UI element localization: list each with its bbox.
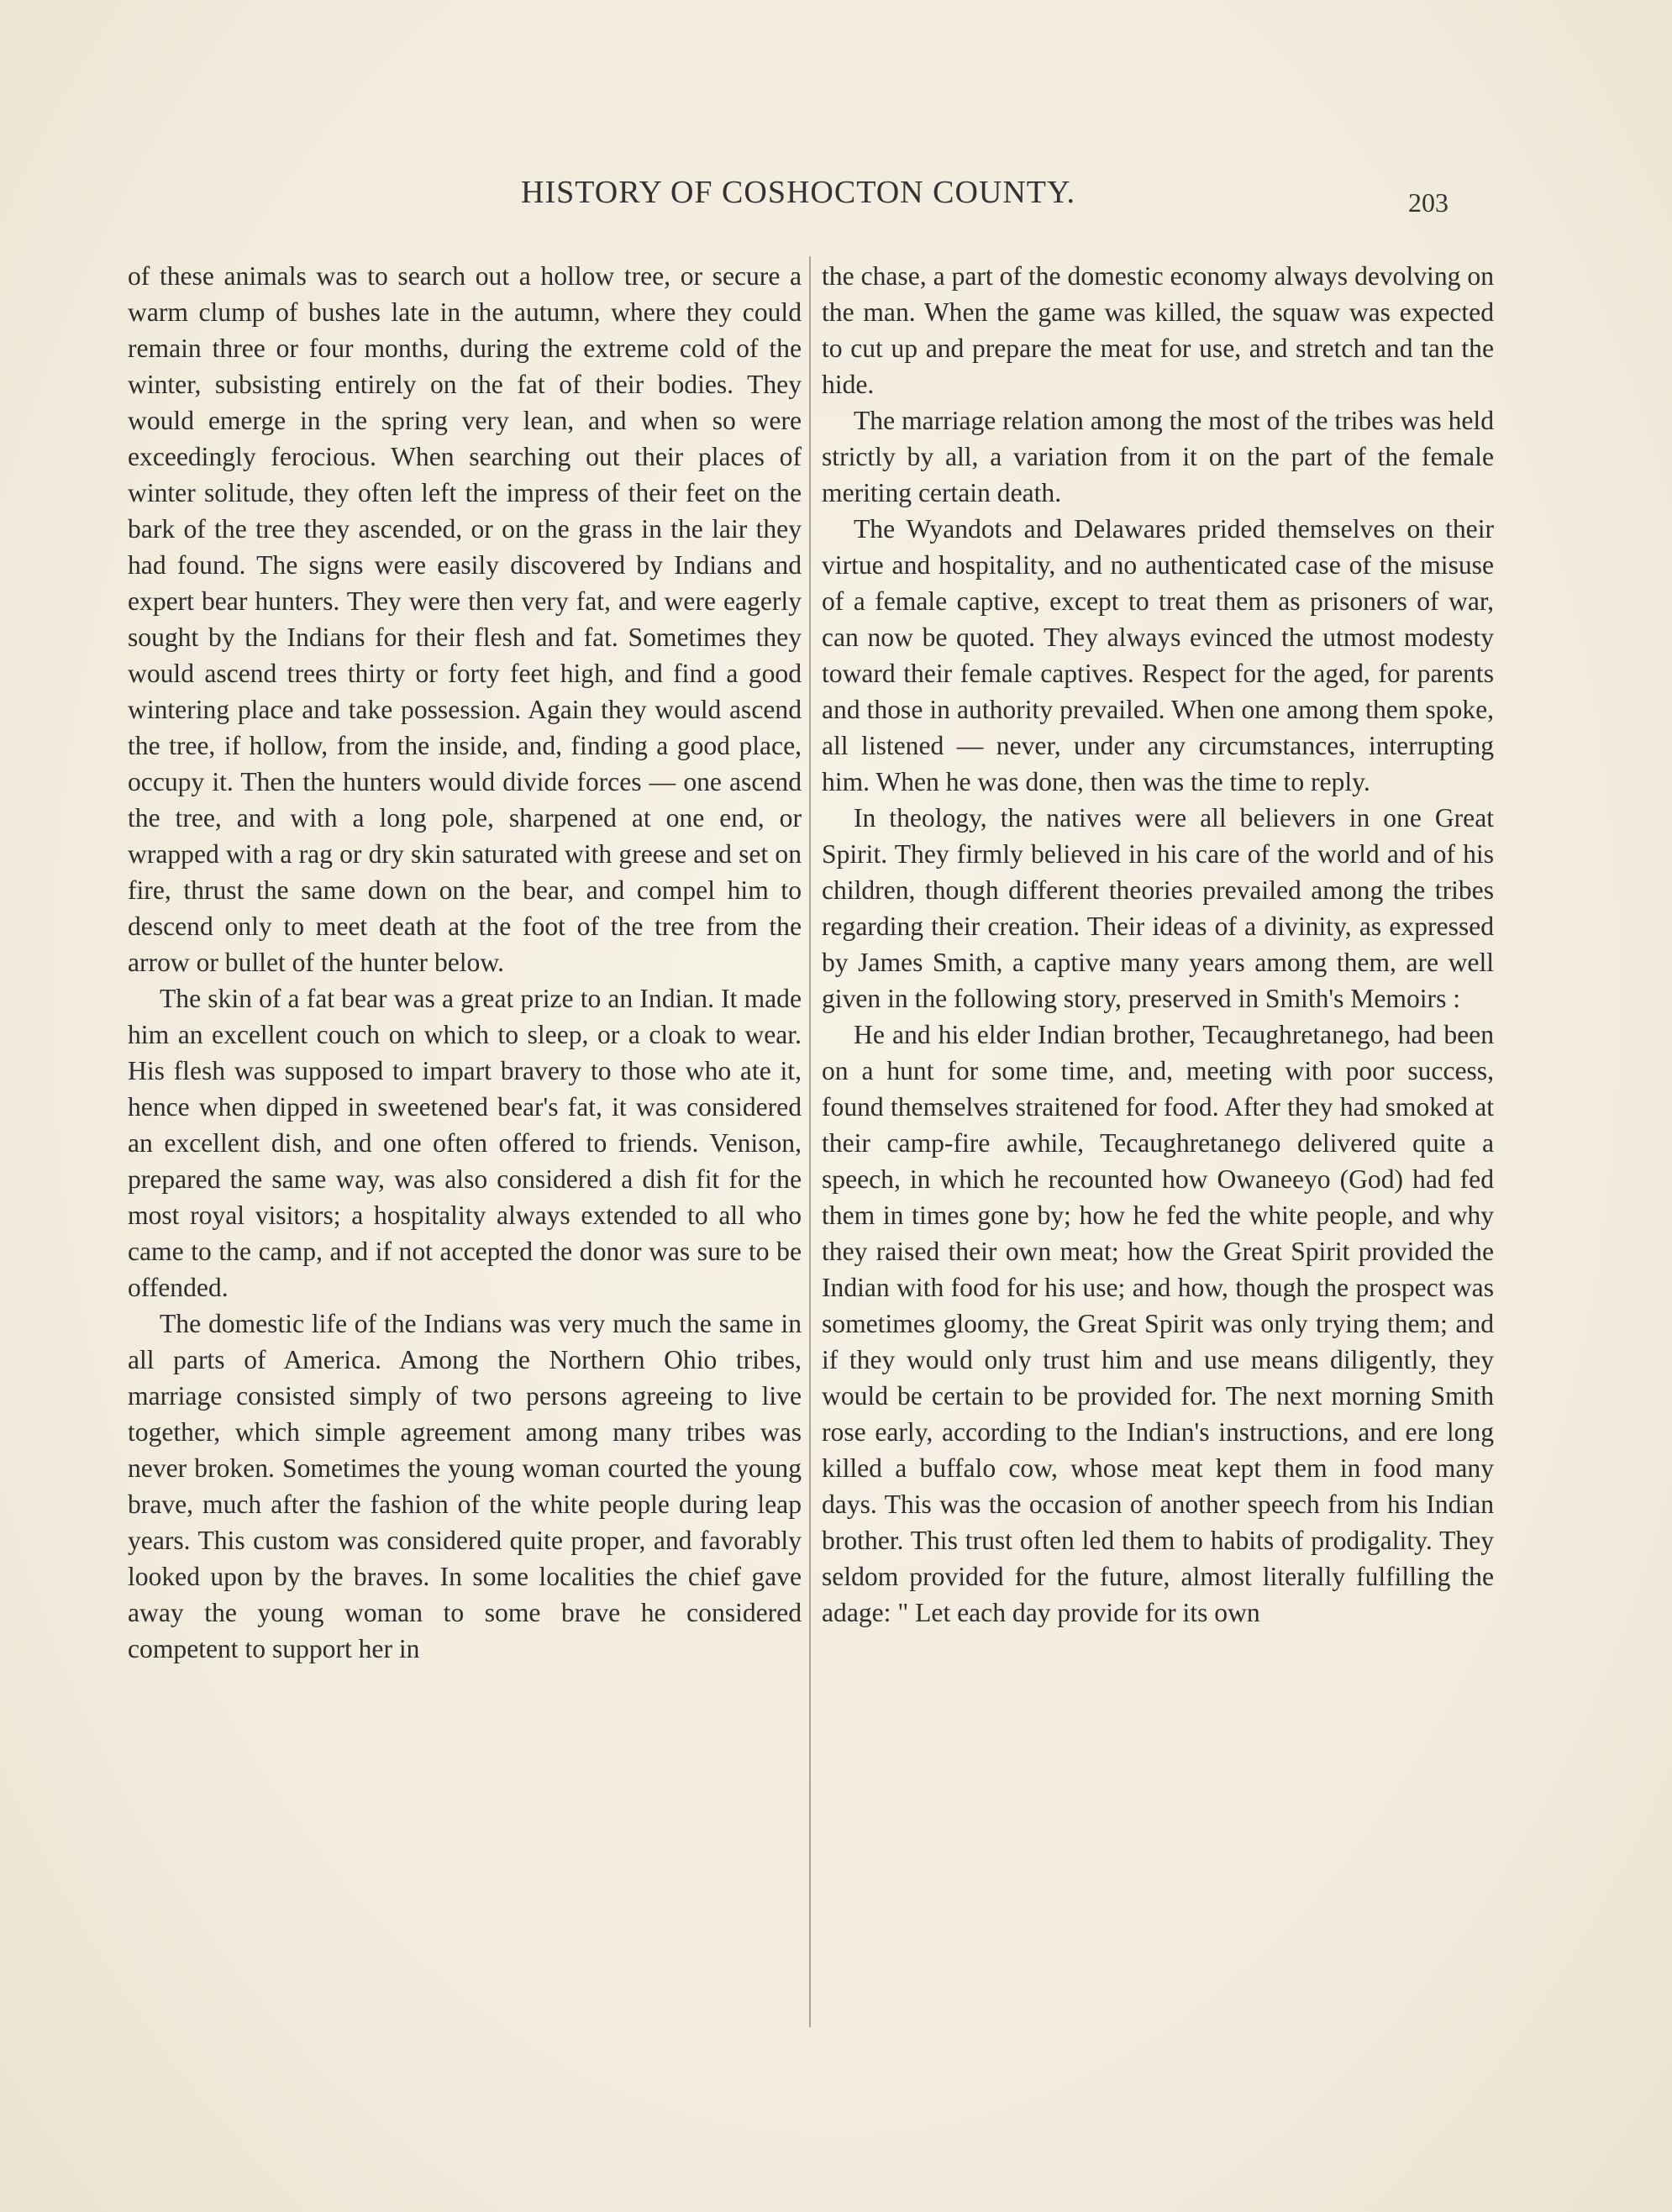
paragraph: the chase, a part of the domestic economy always devolving on the man. When the game was killed, the squaw was expected to cut up and prepare the meat for use, and stretch and tan the hide.: [822, 261, 1494, 399]
running-head-title: HISTORY OF COSHOCTON COUNTY.: [521, 175, 1076, 210]
paragraph: The skin of a fat bear was a great prize to an Indian. It made him an excellent couch on which to sleep, or a cloak to wear. His flesh was supposed to impart bravery to those who ate it, hence when dipped in sweetened bear's fat, it was considered an excellent dish, and one often offered to friends. Venison, prepared the same way, was also considered a dish fit for the most royal visitors; a hospitality always extended to all who came to the camp, and if not accepted the donor was sure to be offended.: [128, 984, 802, 1302]
paragraph: The Wyandots and Delawares prided themselves on their virtue and hospitality, and no authenticated case of the misuse of a female captive, except to treat them as prisoners of war, can now be quoted. They always evinced the utmost modesty toward their female captives. Respect for the aged, for parents and those in authority prevailed. When one among them spoke, all listened — never, under any circumstances, interrupting him. When he was done, then was the time to reply.: [822, 514, 1494, 796]
page-number: 203: [1408, 187, 1449, 218]
paragraph: The domestic life of the Indians was very much the same in all parts of America. Among the Northern Ohio tribes, marriage consisted simply of two persons agreeing to live together, which simple agreement among many tribes was never broken. Sometimes the young woman courted the young brave, much after the fashion of the white people during leap years. This custom was considered quite proper, and favorably looked upon by the braves. In some localities the chief gave away the young woman to some brave he considered competent to support her in: [128, 1309, 802, 1663]
running-head: [0, 174, 1672, 216]
paragraph: In theology, the natives were all believers in one Great Spirit. They firmly believed in his care of the world and of his children, though different theories prevailed among the tribes regarding their creation. Their ideas of a divinity, as expressed by James Smith, a captive many years among them, are well given in the following story, preserved in Smith's Memoirs :: [822, 803, 1494, 1013]
left-column: [128, 258, 802, 1667]
right-column: [822, 258, 1494, 1631]
paragraph: He and his elder Indian brother, Tecaughretanego, had been on a hunt for some time, and, meeting with poor success, found themselves straitened for food. After they had smoked at their camp-fire awhile, Tecaughretanego delivered quite a speech, in which he recounted how Owaneeyo (God) had fed them in times gone by; how he fed the white people, and why they raised their own meat; how the Great Spirit provided the Indian with food for his use; and how, though the prospect was sometimes gloomy, the Great Spirit was only trying them; and if they would only trust him and use means diligently, they would be certain to be provided for. The next morning Smith rose early, according to the Indian's instructions, and ere long killed a buffalo cow, whose meat kept them in food many days. This was the occasion of another speech from his Indian brother. This trust often led them to habits of prodigality. They seldom provided for the future, almost literally fulfilling the adage: " Let each day provide for its own: [822, 1020, 1494, 1627]
paragraph: of these animals was to search out a hollow tree, or secure a warm clump of bushes late in the autumn, where they could remain three or four months, during the extreme cold of the winter, subsisting entirely on the fat of their bodies. They would emerge in the spring very lean, and when so were exceedingly ferocious. When searching out their places of winter solitude, they often left the impress of their feet on the bark of the tree they ascended, or on the grass in the lair they had found. The signs were easily discovered by Indians and expert bear hunters. They were then very fat, and were eagerly sought by the Indians for their flesh and fat. Sometimes they would ascend trees thirty or forty feet high, and find a good wintering place and take possession. Again they would ascend the tree, if hollow, from the inside, and, finding a good place, occupy it. Then the hunters would divide forces — one ascend the tree, and with a long pole, sharpened at one end, or wrapped with a rag or dry skin saturated with greese and set on fire, thrust the same down on the bear, and compel him to descend only to meet death at the foot of the tree from the arrow or bullet of the hunter below.: [128, 261, 802, 977]
paragraph: The marriage relation among the most of the tribes was held strictly by all, a variation from it on the part of the female meriting certain death.: [822, 406, 1494, 507]
column-divider: [809, 256, 811, 2027]
